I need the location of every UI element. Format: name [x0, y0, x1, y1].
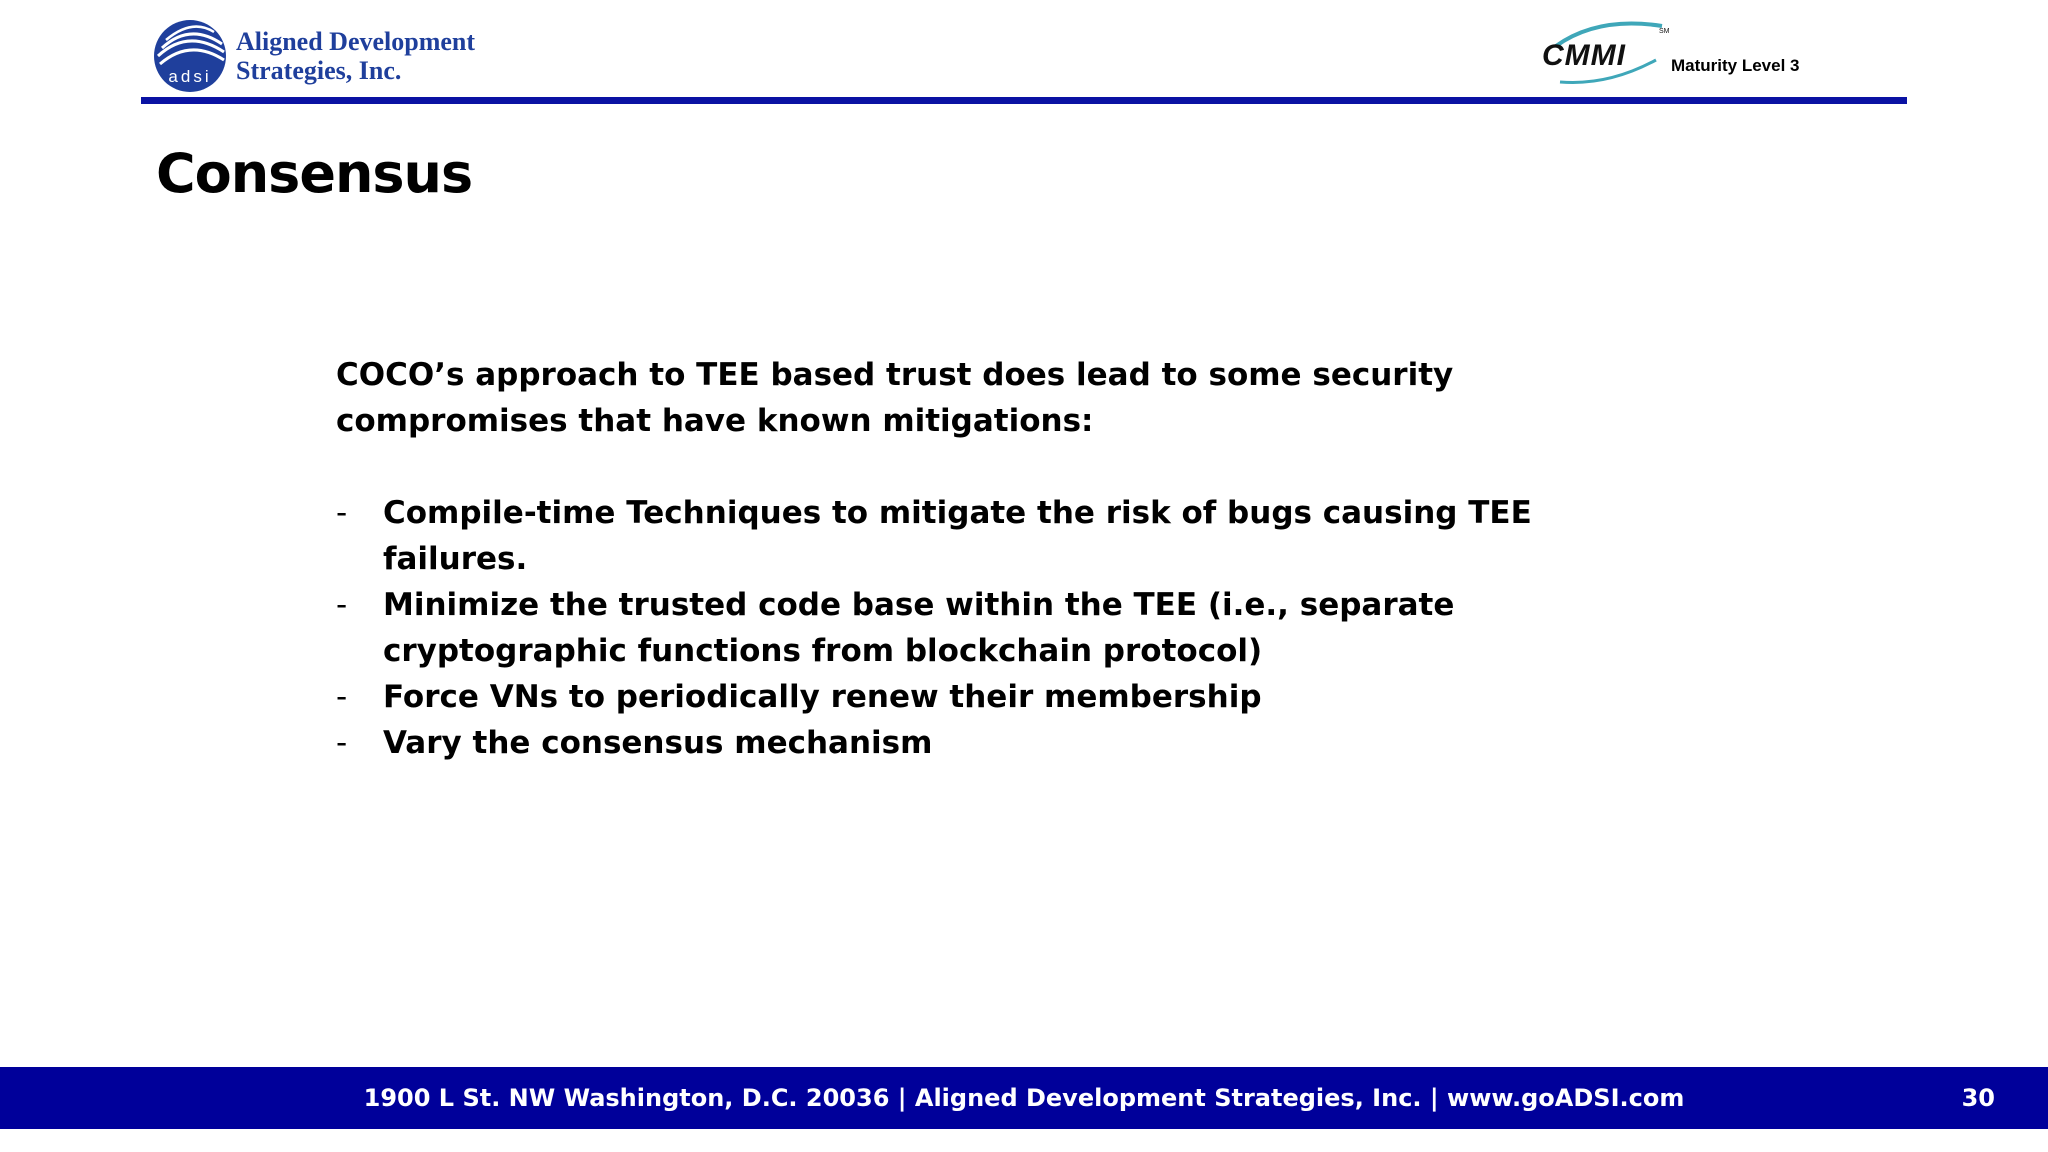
cmmi-swoosh-icon: [1538, 16, 1678, 88]
slide-title: Consensus: [156, 142, 473, 205]
list-item-text: Force VNs to periodically renew their membership: [383, 679, 1262, 715]
list-item: [336, 582, 1656, 674]
page-number: 30: [1961, 1084, 1995, 1112]
cmmi-wordmark: CMMI: [1542, 39, 1626, 72]
footer-bar: [0, 1067, 2048, 1129]
slide-content: [336, 352, 1656, 766]
cmmi-logo: [1538, 16, 1828, 88]
company-name-line1: Aligned Development: [236, 27, 476, 56]
mitigation-list: [336, 490, 1656, 766]
company-logo: [152, 18, 475, 94]
list-item: [336, 490, 1656, 582]
footer-text: 1900 L St. NW Washington, D.C. 20036 | Aligned Development Strategies, Inc. | www.goADSI.com: [363, 1084, 1685, 1112]
intro-text: COCO’s approach to TEE based trust does lead to some security compromises that have known mitigations:: [336, 357, 1454, 439]
list-item-text: Compile-time Techniques to mitigate the risk of bugs causing TEE failures.: [383, 495, 1532, 577]
list-item-text: Vary the consensus mechanism: [383, 725, 933, 761]
company-name: [236, 27, 475, 85]
company-name-line2: Strategies, Inc.: [236, 56, 402, 85]
maturity-level: Maturity Level 3: [1671, 56, 1800, 75]
adsi-globe-icon: [152, 18, 228, 94]
bullet-dash: -: [336, 725, 348, 761]
list-item: [336, 720, 1656, 766]
service-mark: SM: [1659, 28, 1670, 35]
bullet-dash: -: [336, 587, 348, 623]
list-item: [336, 674, 1656, 720]
list-item-text: Minimize the trusted code base within the TEE (i.e., separate cryptographic functions from blockchain protocol): [383, 587, 1455, 669]
globe-letters: adsi: [168, 67, 212, 86]
bullet-dash: -: [336, 679, 348, 715]
bullet-dash: -: [336, 495, 348, 531]
header-divider: [141, 97, 1907, 104]
